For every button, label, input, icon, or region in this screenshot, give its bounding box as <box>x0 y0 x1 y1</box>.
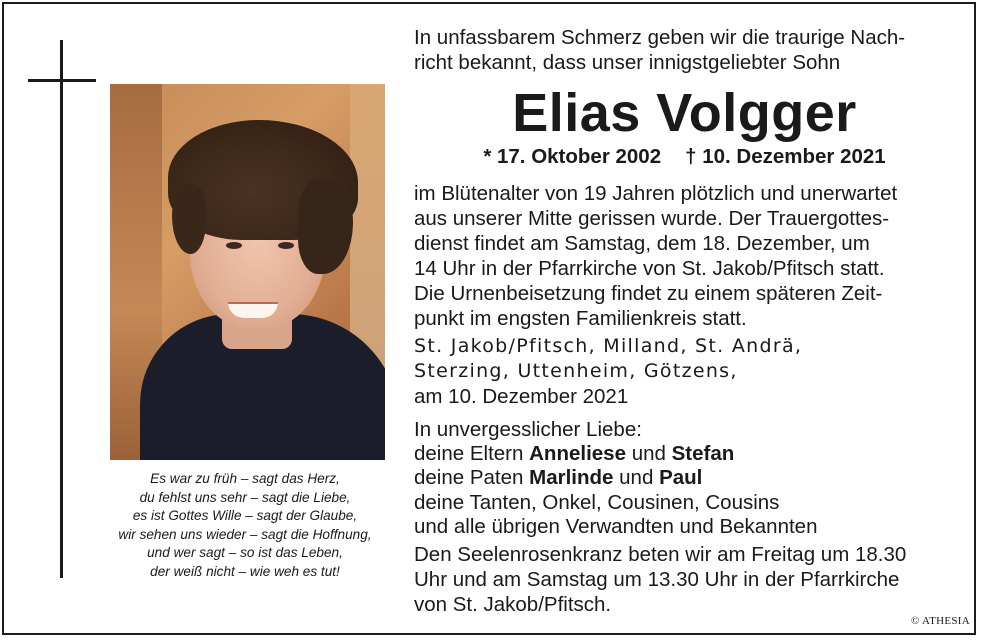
poem-line: wir sehen uns wieder – sagt die Hoffnung, <box>118 526 372 542</box>
announcement-line: im Blütenalter von 19 Jahren plötzlich und unerwartet <box>414 182 898 205</box>
poem-line: der weiß nicht – wie weh es tut! <box>150 563 340 579</box>
parent-name: Anneliese <box>529 442 626 466</box>
parents-prefix: deine Eltern <box>414 442 524 466</box>
cross-icon <box>60 40 63 578</box>
places-line: Sterzing, Uttenheim, Götzens, <box>414 360 738 382</box>
deceased-name: Elias Volgger <box>512 83 857 143</box>
parent-name: Stefan <box>671 442 735 466</box>
mourners-list <box>414 418 959 539</box>
godparent-name: Marlinde <box>529 466 614 490</box>
intro-line: richt bekannt, dass unser innigstgeliebter Sohn <box>414 51 841 74</box>
mourners-relatives: deine Tanten, Onkel, Cousinen, Cousins <box>414 490 780 514</box>
godparents-prefix: deine Paten <box>414 466 524 490</box>
poem-line: und wer sagt – so ist das Leben, <box>147 545 343 561</box>
announcement-line: dienst findet am Samstag, dem 18. Dezember, um <box>414 232 870 255</box>
godparent-name: Paul <box>659 466 703 490</box>
rosary-line: Den Seelenrosenkranz beten wir am Freitag um 18.30 <box>414 543 907 566</box>
mourners-others: und alle übrigen Verwandten und Bekannten <box>414 514 818 538</box>
photo-eye-left <box>226 242 242 249</box>
places-line: St. Jakob/Pfitsch, Milland, St. Andrä, <box>414 335 803 357</box>
mourners-heading: In unvergesslicher Liebe: <box>414 418 642 441</box>
notice-date: am 10. Dezember 2021 <box>414 385 629 408</box>
rosary-line: von St. Jakob/Pfitsch. <box>414 593 612 616</box>
death-date: † 10. Dezember 2021 <box>685 145 886 168</box>
photo-hair-side <box>298 179 353 274</box>
announcement-line: aus unserer Mitte gerissen wurde. Der Trauergottes- <box>414 207 890 230</box>
poem-line: es ist Gottes Wille – sagt der Glaube, <box>132 508 358 524</box>
mourners-godparents <box>414 466 959 490</box>
conjunction: und <box>619 466 654 490</box>
intro-text <box>414 25 959 75</box>
announcement-line: punkt im engsten Familienkreis statt. <box>414 307 747 330</box>
poem-line: du fehlst uns sehr – sagt die Liebe, <box>139 489 351 505</box>
places-and-date <box>414 334 959 409</box>
announcement-line: 14 Uhr in der Pfarrkirche von St. Jakob/Pfitsch statt. <box>414 257 885 280</box>
copyright-notice: © ATHESIA <box>910 615 970 627</box>
rosary-text <box>414 542 959 617</box>
portrait-photo <box>110 84 385 460</box>
announcement-text <box>414 181 954 331</box>
mourners-parents <box>414 442 959 466</box>
intro-line: In unfassbarem Schmerz geben wir die traurige Nach- <box>414 26 906 49</box>
conjunction: und <box>631 442 666 466</box>
birth-date: * 17. Oktober 2002 <box>483 145 662 168</box>
life-dates <box>412 145 957 169</box>
poem-line: Es war zu früh – sagt das Herz, <box>150 471 340 486</box>
photo-eye-right <box>278 242 294 249</box>
memorial-poem <box>80 470 410 582</box>
cross-icon-bar <box>28 79 96 82</box>
photo-hair-side-left <box>172 184 206 254</box>
announcement-line: Die Urnenbeisetzung findet zu einem späteren Zeit- <box>414 282 883 305</box>
rosary-line: Uhr und am Samstag um 13.30 Uhr in der Pfarrkirche <box>414 568 900 591</box>
